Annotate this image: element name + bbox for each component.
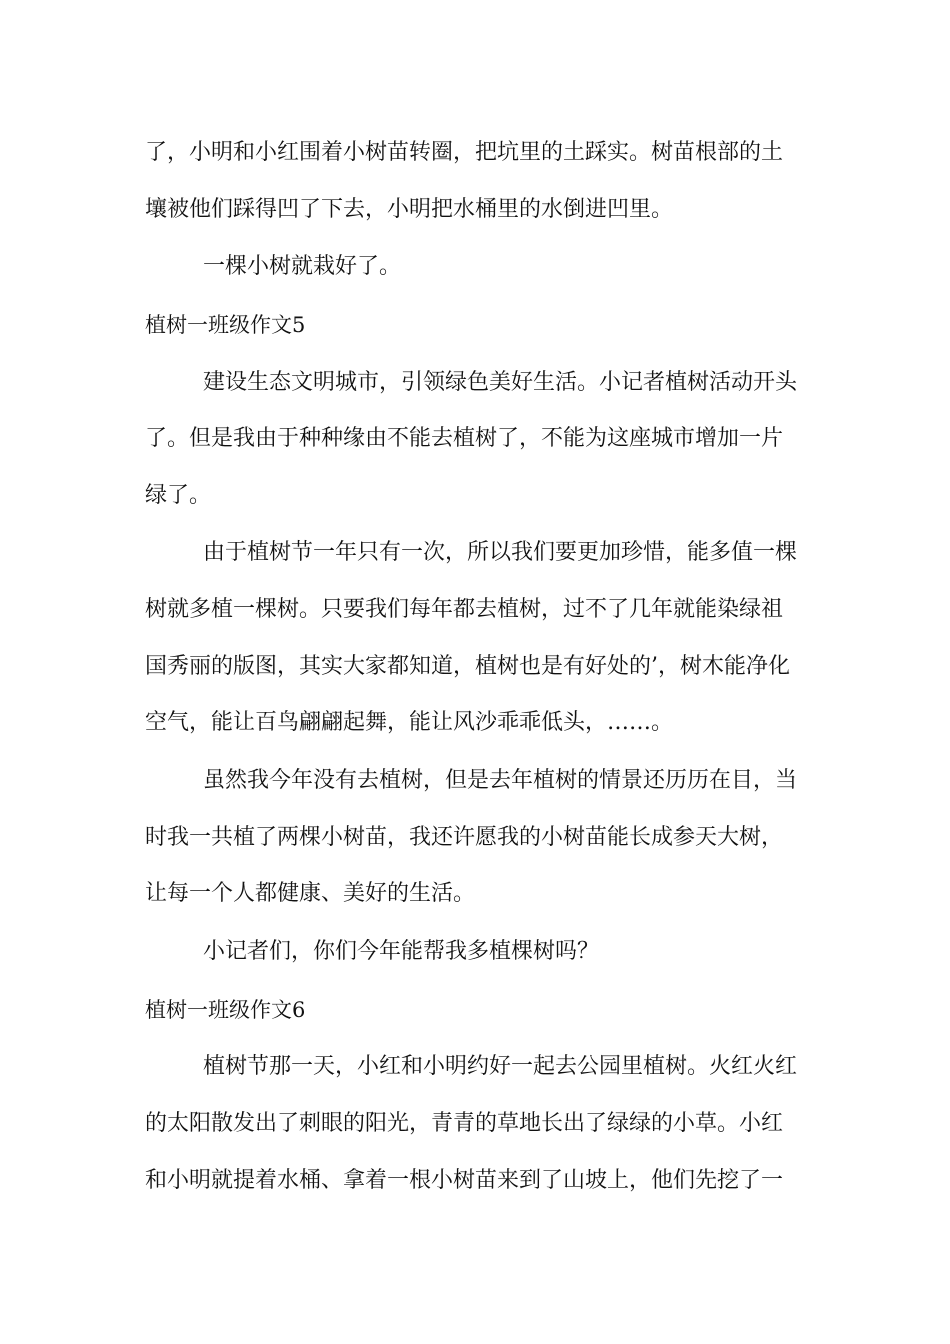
section-heading: 植树一班级作文6 — [145, 998, 306, 1022]
text-line: 建设生态文明城市，引领绿色美好生活。小记者植树活动开头 — [203, 370, 798, 395]
text-line: 壤被他们踩得凹了下去，小明把水桶里的水倒进凹里。 — [145, 197, 674, 222]
text-line: 一棵小树就栽好了。 — [203, 254, 402, 279]
text-line: 小记者们，你们今年能帮我多植棵树吗？ — [203, 939, 600, 964]
text-line: 虽然我今年没有去植树，但是去年植树的情景还历历在目，当 — [203, 768, 798, 793]
text-line: 由于植树节一年只有一次，所以我们要更加珍惜，能多值一棵 — [203, 540, 798, 565]
text-line: 国秀丽的版图，其实大家都知道，植树也是有好处的’，树木能净化 — [145, 654, 790, 679]
text-line: 了，小明和小红围着小树苗转圈，把坑里的土踩实。树苗根部的土 — [145, 140, 784, 165]
text-line: 绿了。 — [145, 483, 212, 508]
section-heading: 植树一班级作文5 — [145, 313, 306, 337]
text-line: 树就多植一棵树。只要我们每年都去植树，过不了几年就能染绿祖 — [145, 597, 784, 622]
text-line: 和小明就提着水桶、拿着一根小树苗来到了山坡上，他们先挖了一 — [145, 1168, 784, 1193]
text-line: 时我一共植了两棵小树苗，我还许愿我的小树苗能长成参天大树， — [145, 825, 784, 850]
text-line: 的太阳散发出了刺眼的阳光，青青的草地长出了绿绿的小草。小红 — [145, 1111, 784, 1136]
text-line: 空气，能让百鸟翩翩起舞，能让风沙乖乖低头，……。 — [145, 710, 674, 735]
text-line: 植树节那一天，小红和小明约好一起去公园里植树。火红火红 — [203, 1054, 798, 1079]
text-line: 了。但是我由于种种缘由不能去植树了，不能为这座城市增加一片 — [145, 426, 784, 451]
text-line: 让每一个人都健康、美好的生活。 — [145, 881, 476, 906]
